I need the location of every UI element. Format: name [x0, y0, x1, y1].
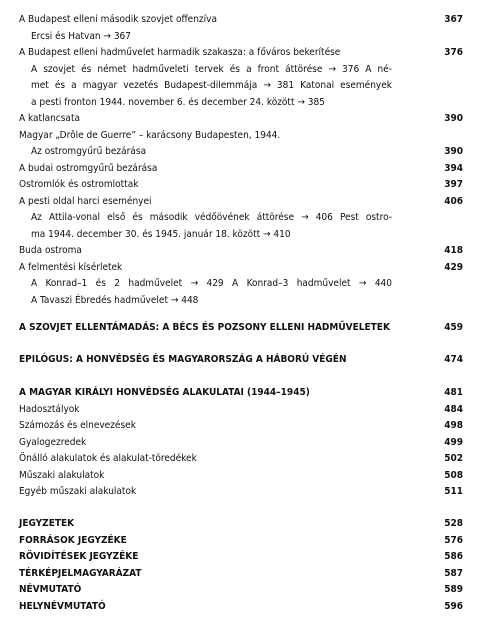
- toc-entry-page-number: 394: [444, 162, 463, 174]
- toc-entry-page-number: 376: [444, 47, 463, 58]
- toc-entry-title: Ostromlók és ostromlottak: [19, 179, 139, 190]
- toc-entry-page-number: 397: [444, 179, 463, 190]
- toc-entry-title: Magyar „Drôle de Guerre” – karácsony Budapesten, 1944.: [19, 129, 281, 141]
- toc-entry: [0, 402, 485, 418]
- toc-entry-page-number: 367: [444, 14, 463, 25]
- toc-entry: [0, 111, 485, 127]
- toc-entry: [0, 78, 485, 94]
- toc-entry-title: NÉVMUTATÓ: [19, 584, 82, 595]
- toc-entry-title: A Konrad–1 és 2 hadművelet → 429 A Konrad–3 hadművelet → 440: [31, 278, 392, 289]
- toc-appendix-entry: [0, 516, 485, 532]
- toc-entry-title: A budai ostromgyűrű bezárása: [19, 162, 158, 174]
- toc-entry-title: Műszaki alakulatok: [19, 469, 105, 481]
- toc-entry-title: Számozás és elnevezések: [19, 420, 136, 431]
- toc-entry-page-number: 502: [444, 453, 463, 464]
- toc-entry: [0, 276, 485, 292]
- toc-entry-title: A katlancsata: [19, 113, 80, 124]
- toc-entry-title: A Budapest elleni második szovjet offenzíva: [19, 14, 217, 25]
- toc-heading: [0, 352, 485, 368]
- toc-appendix-entry: [0, 549, 485, 565]
- toc-entry: [0, 29, 485, 45]
- toc-entry-title: Az Attila-vonal első és második védőövének áttörése → 406 Pest ostro-: [31, 212, 392, 223]
- toc-entry: [0, 243, 485, 259]
- toc-entry-page-number: 586: [444, 551, 463, 562]
- toc-entry-title: Buda ostroma: [19, 245, 82, 256]
- toc-entry-page-number: 390: [444, 146, 463, 157]
- toc-entry-title: Gyalogezredek: [19, 436, 87, 448]
- toc-entry-page-number: 390: [444, 113, 463, 124]
- toc-entry: [0, 260, 485, 276]
- toc-entry: [0, 177, 485, 193]
- toc-entry-title: Egyéb műszaki alakulatok: [19, 486, 137, 497]
- toc-entry: [0, 435, 485, 451]
- toc-entry-page-number: 576: [444, 534, 463, 546]
- toc-entry: [0, 128, 485, 144]
- toc-entry: [0, 144, 485, 160]
- toc-entry-title: ma 1944. december 30. és 1945. január 18. között → 410: [31, 228, 291, 240]
- toc-entry-title: RÖVIDÍTÉSEK JEGYZÉKE: [19, 551, 139, 562]
- toc-entry-title: met és a magyar vezetés Budapest-dilemmája → 381 Katonai események: [31, 80, 392, 91]
- toc-entry-page-number: 508: [444, 469, 463, 481]
- toc-appendix-entry: [0, 599, 485, 615]
- toc-entry-page-number: 498: [444, 420, 463, 431]
- toc-entry-page-number: 429: [444, 261, 463, 273]
- toc-entry: [0, 484, 485, 500]
- toc-entry: [0, 194, 485, 210]
- toc-entry-title: HELYNÉVMUTATÓ: [19, 600, 106, 612]
- toc-entry: [0, 12, 485, 28]
- toc-entry-title: Ercsi és Hatvan → 367: [31, 30, 131, 42]
- toc-entry-title: Önálló alakulatok és alakulat-töredékek: [19, 453, 197, 464]
- toc-entry: [0, 45, 485, 61]
- toc-entry-title: EPILÓGUS: A HONVÉDSÉG ÉS MAGYARORSZÁG A HÁBORÚ VÉGÉN: [19, 354, 347, 365]
- toc-appendix-entry: [0, 533, 485, 549]
- toc-entry-page-number: 406: [444, 195, 463, 207]
- toc-entry-title: A Tavaszi Ébredés hadművelet → 448: [31, 294, 199, 306]
- toc-entry-title: A szovjet és német hadműveleti tervek és a front áttörése → 376 A né-: [31, 63, 392, 75]
- toc-entry: [0, 161, 485, 177]
- toc-entry: [0, 227, 485, 243]
- toc-appendix-entry: [0, 582, 485, 598]
- toc-entry-page-number: 528: [444, 518, 463, 529]
- toc-entry-page-number: 587: [444, 567, 463, 579]
- toc-entry-title: TÉRKÉPJELMAGYARÁZAT: [19, 567, 142, 579]
- toc-entry-page-number: 459: [444, 322, 463, 333]
- toc-entry-title: a pesti fronton 1944. november 6. és december 24. között → 385: [31, 96, 325, 108]
- toc-entry-page-number: 589: [444, 584, 463, 595]
- toc-entry-page-number: 596: [444, 600, 463, 612]
- toc-heading: [0, 385, 485, 401]
- toc-entry-title: Hadosztályok: [19, 403, 80, 415]
- toc-entry-title: A MAGYAR KIRÁLYI HONVÉDSÉG ALAKULATAI (1944–1945): [19, 387, 310, 398]
- toc-entry-title: A felmentési kísérletek: [19, 261, 123, 273]
- toc-entry: [0, 418, 485, 434]
- toc-entry-page-number: 481: [444, 387, 463, 398]
- toc-entry-page-number: 484: [444, 403, 463, 415]
- toc-entry-title: A SZOVJET ELLENTÁMADÁS: A BÉCS ÉS POZSONY ELLENI HADMŰVELETEK: [19, 322, 390, 333]
- toc-entry: [0, 468, 485, 484]
- toc-entry: [0, 62, 485, 78]
- toc-entry: [0, 293, 485, 309]
- toc-entry: [0, 95, 485, 111]
- toc-entry-page-number: 511: [444, 486, 463, 497]
- toc-entry-page-number: 418: [444, 245, 463, 256]
- toc-entry: [0, 210, 485, 226]
- toc-entry-title: FORRÁSOK JEGYZÉKE: [19, 534, 127, 546]
- toc-entry-title: A pesti oldal harci eseményei: [19, 195, 152, 207]
- toc-entry-title: Az ostromgyűrű bezárása: [31, 146, 147, 157]
- toc-entry-page-number: 474: [444, 354, 463, 365]
- toc-entry: [0, 451, 485, 467]
- toc-entry-title: JEGYZETEK: [19, 518, 75, 529]
- toc-entry-title: A Budapest elleni hadművelet harmadik szakasza: a főváros bekerítése: [19, 47, 341, 58]
- toc-appendix-entry: [0, 566, 485, 582]
- toc-entry-page-number: 499: [444, 436, 463, 448]
- toc-heading: [0, 320, 485, 336]
